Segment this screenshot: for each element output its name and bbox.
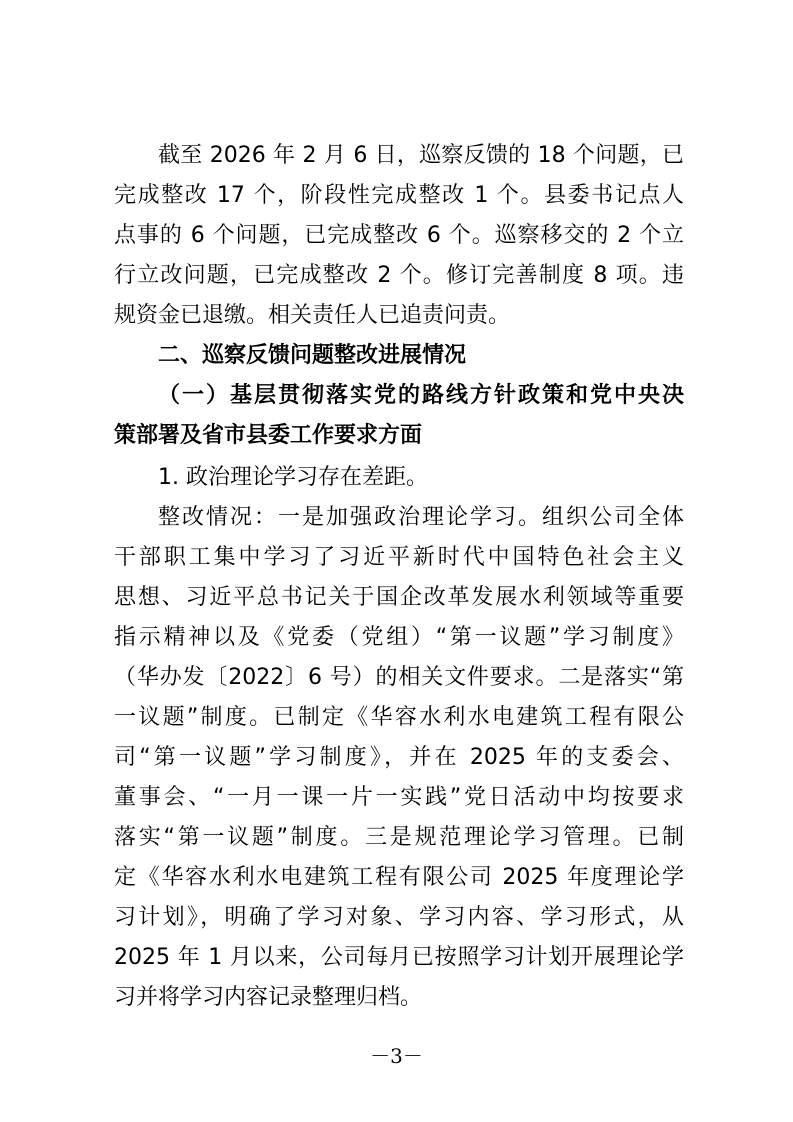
paragraph-line: 董事会、“一月一课一片一实践”党日活动中均按要求 — [114, 785, 684, 810]
subsection-heading: 策部署及省市县委工作要求方面 — [114, 423, 423, 448]
paragraph-line: 定《华容水利水电建筑工程有限公司 2025 年度理论学 — [114, 865, 684, 890]
paragraph-line: 干部职工集中学习了习近平新时代中国特色社会主义 — [114, 545, 684, 570]
paragraph-line: 习并将学习内容记录整理归档。 — [114, 985, 423, 1010]
page-number: －3－ — [370, 1044, 423, 1068]
paragraph-line: 一议题”制度。已制定《华容水利水电建筑工程有限公 — [114, 705, 684, 730]
paragraph-line: 指示精神以及《党委（党组）“第一议题”学习制度》 — [114, 625, 684, 650]
paragraph-line: 落实“第一议题”制度。三是规范理论学习管理。已制 — [114, 825, 684, 850]
paragraph-line: 习计划》，明确了学习对象、学习内容、学习形式，从 — [114, 905, 684, 930]
item-heading: 1. 政治理论学习存在差距。 — [158, 465, 428, 490]
subsection-heading: （一）基层贯彻落实党的路线方针政策和党中央决 — [158, 383, 684, 408]
paragraph-line: 2025 年 1 月以来，公司每月已按照学习计划开展理论学 — [114, 945, 684, 970]
paragraph-line: 完成整改 17 个，阶段性完成整改 1 个。县委书记点人 — [114, 183, 684, 208]
paragraph-line: 截至 2026 年 2 月 6 日，巡察反馈的 18 个问题，已 — [158, 143, 684, 168]
paragraph-line: 整改情况：一是加强政治理论学习。组织公司全体 — [158, 505, 684, 530]
paragraph-line: （华办发〔2022〕6 号）的相关文件要求。二是落实“第 — [114, 665, 684, 690]
section-heading: 二、巡察反馈问题整改进展情况 — [158, 343, 467, 368]
paragraph-line: 司“第一议题”学习制度》，并在 2025 年的支委会、 — [114, 745, 684, 770]
paragraph-line: 思想、习近平总书记关于国企改革发展水利领域等重要 — [114, 585, 684, 610]
paragraph-line: 规资金已退缴。相关责任人已追责问责。 — [114, 303, 511, 328]
paragraph-line: 行立改问题，已完成整改 2 个。修订完善制度 8 项。违 — [114, 263, 684, 288]
paragraph-line: 点事的 6 个问题，已完成整改 6 个。巡察移交的 2 个立 — [114, 223, 684, 248]
